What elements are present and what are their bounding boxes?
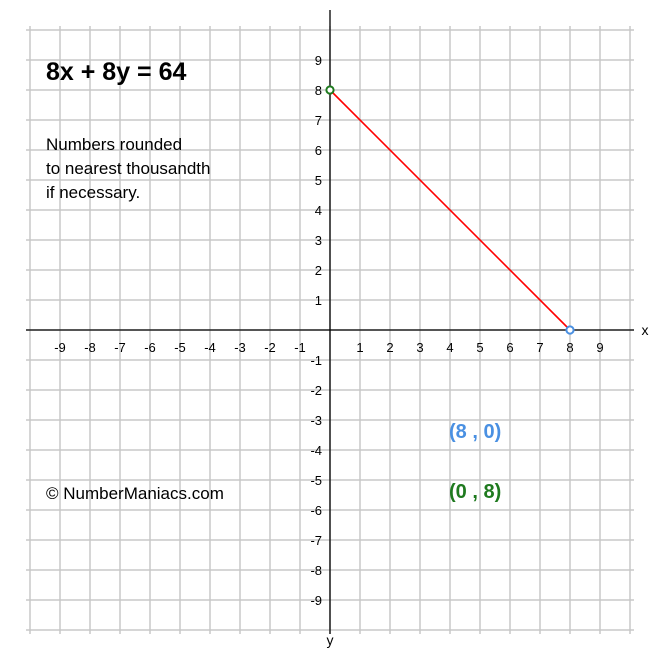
y-tick-label: -3 <box>310 413 322 428</box>
equation-title: 8x + 8y = 64 <box>46 58 187 86</box>
x-tick-label: 5 <box>476 340 484 355</box>
x-tick-label: -8 <box>84 340 96 355</box>
y-tick-label: 5 <box>314 173 322 188</box>
y-tick-label: -2 <box>310 383 322 398</box>
x-tick-label: -1 <box>294 340 306 355</box>
y-tick-label: 4 <box>314 203 322 218</box>
x-tick-label: -9 <box>54 340 66 355</box>
y-tick-label: -4 <box>310 443 322 458</box>
x-tick-label: -2 <box>264 340 276 355</box>
x-tick-label: 3 <box>416 340 424 355</box>
y-tick-label: 7 <box>314 113 322 128</box>
x-tick-label: -7 <box>114 340 126 355</box>
x-tick-label: 8 <box>566 340 574 355</box>
y-tick-label: -1 <box>310 353 322 368</box>
x-tick-label: 7 <box>536 340 544 355</box>
intercept-point <box>326 86 333 93</box>
y-tick-label: 2 <box>314 263 322 278</box>
point-label-x-intercept: (8 , 0) <box>449 421 502 443</box>
y-tick-label: -7 <box>310 533 322 548</box>
x-tick-label: -4 <box>204 340 216 355</box>
point-label-y-intercept: (0 , 8) <box>449 481 502 503</box>
rounding-note-line: Numbers rounded <box>46 135 183 154</box>
y-tick-label: 3 <box>314 233 322 248</box>
y-tick-label: 8 <box>314 83 322 98</box>
x-tick-label: 9 <box>596 340 604 355</box>
x-tick-label: 1 <box>356 340 364 355</box>
y-tick-label: 9 <box>314 53 322 68</box>
intercept-point <box>566 326 573 333</box>
copyright-text: © NumberManiacs.com <box>46 484 224 503</box>
x-tick-label: -6 <box>144 340 156 355</box>
rounding-note-line: to nearest thousandth <box>46 159 211 178</box>
x-tick-labels <box>54 340 603 355</box>
y-tick-label: -8 <box>310 563 322 578</box>
x-tick-label: 2 <box>386 340 394 355</box>
y-tick-label: -5 <box>310 473 322 488</box>
y-tick-label: -6 <box>310 503 322 518</box>
rounding-note-line: if necessary. <box>46 183 141 202</box>
y-tick-label: -9 <box>310 593 322 608</box>
x-tick-label: -5 <box>174 340 186 355</box>
y-tick-label: 1 <box>314 293 322 308</box>
rounding-note <box>46 133 256 205</box>
x-tick-label: -3 <box>234 340 246 355</box>
y-axis-label: y <box>326 632 334 648</box>
x-axis-label: x <box>641 322 649 338</box>
x-tick-label: 6 <box>506 340 514 355</box>
x-tick-label: 4 <box>446 340 454 355</box>
y-tick-label: 6 <box>314 143 322 158</box>
